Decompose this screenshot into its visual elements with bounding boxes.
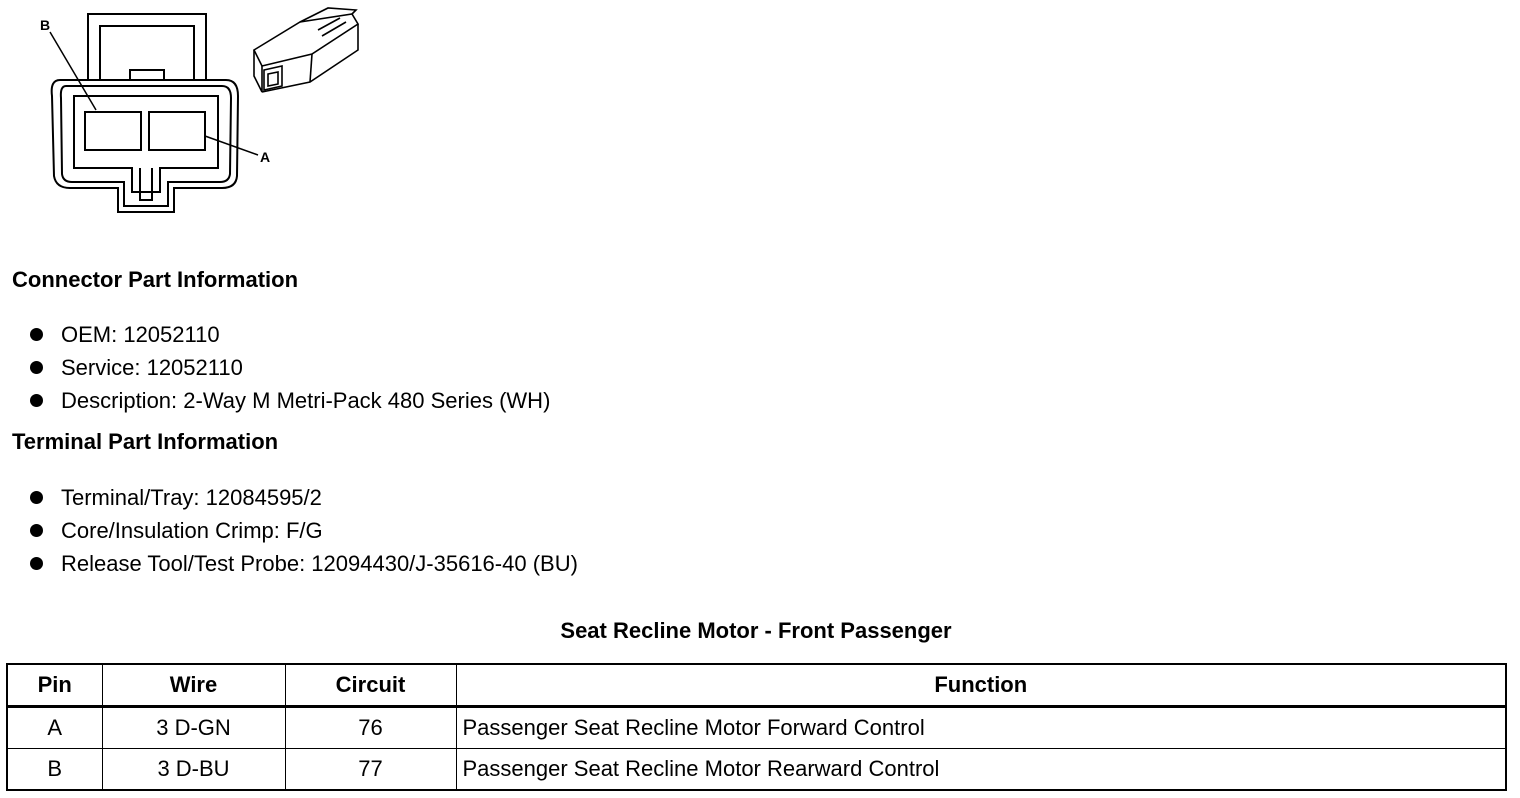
connector-isometric-drawing (254, 8, 358, 92)
list-item: Description: 2-Way M Metri-Pack 480 Series (WH) (30, 384, 550, 417)
pin-b-cavity (85, 112, 141, 150)
bullet-icon (30, 491, 43, 504)
list-item: Terminal/Tray: 12084595/2 (30, 481, 578, 514)
bullet-icon (30, 361, 43, 374)
terminal-part-info-list (30, 481, 578, 580)
header-pin: Pin (7, 664, 102, 707)
table-row (7, 707, 1506, 749)
cell-function: Passenger Seat Recline Motor Rearward Control (456, 749, 1506, 791)
list-item: Service: 12052110 (30, 351, 550, 384)
list-item: Release Tool/Test Probe: 12094430/J-35616-40 (BU) (30, 547, 578, 580)
cell-wire: 3 D-GN (102, 707, 285, 749)
table-header-row (7, 664, 1506, 707)
connector-part-info-heading: Connector Part Information (12, 267, 299, 292)
pinout-table (6, 663, 1507, 791)
table-row (7, 749, 1506, 791)
table-title: Seat Recline Motor - Front Passenger (560, 618, 952, 643)
header-circuit: Circuit (285, 664, 456, 707)
terminal-part-info-heading: Terminal Part Information (12, 429, 279, 454)
cell-pin: A (7, 707, 102, 749)
list-item: OEM: 12052110 (30, 318, 550, 351)
header-wire: Wire (102, 664, 285, 707)
bullet-icon (30, 394, 43, 407)
cell-circuit: 76 (285, 707, 456, 749)
bullet-icon (30, 524, 43, 537)
label-b: B (40, 17, 51, 33)
cell-wire: 3 D-BU (102, 749, 285, 791)
cell-function: Passenger Seat Recline Motor Forward Control (456, 707, 1506, 749)
cell-pin: B (7, 749, 102, 791)
connector-part-info-list (30, 318, 550, 417)
list-item: Core/Insulation Crimp: F/G (30, 514, 578, 547)
label-a: A (260, 149, 271, 165)
connector-face-drawing (50, 14, 258, 212)
bullet-icon (30, 328, 43, 341)
bullet-icon (30, 557, 43, 570)
connector-diagram (0, 0, 400, 230)
pin-a-cavity (149, 112, 205, 150)
cell-circuit: 77 (285, 749, 456, 791)
header-function: Function (456, 664, 1506, 707)
